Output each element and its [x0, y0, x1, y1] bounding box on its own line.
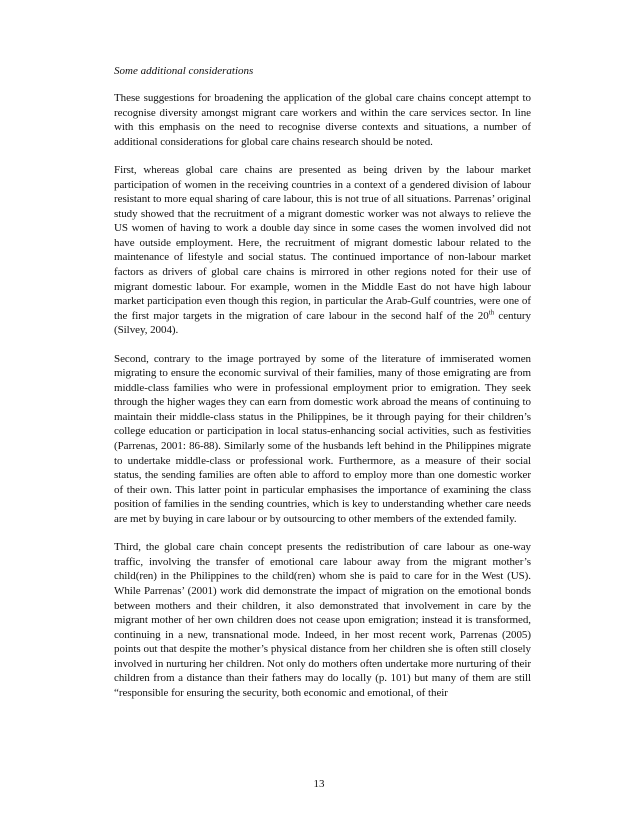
paragraph-first-tail: century (Silvey, 2004). [114, 309, 531, 337]
paragraph-third: Third, the global care chain concept presents the redistribution of care labour as one-way traffic, involving the transfer of emotional care labour away from the migrant mother’s child(ren) in the Philippines to the child(ren) whom she is paid to care for in the West (US). While Parrenas’ (2001) work did demonstrate the impact of migration on the emotional bonds between mothers and their children, it also demonstrated that involvement in care by the migrant mother of her own children does not cease upon emigration; instead it is transformed, continuing in a new, transnational mode. Indeed, in her most recent work, Parrenas (2005) points out that despite the mother’s physical distance from her children she is often still closely involved in nurturing her children. Not only do mothers often undertake more nurturing of their children from a distance than their fathers may do locally (p. 101) but many of them are still “responsible for ensuring the security, both economic and emotional, of their [114, 541, 531, 699]
paragraph-second: Second, contrary to the image portrayed by some of the literature of immiserated women migrating to ensure the economic survival of their families, many of those emigrating are from middle-class families who were in professional employment prior to emigration. They seek through the higher wages they can earn from domestic work abroad the means of continuing to maintain their middle-class status in the Philippines, be it through paying for their children’s college education or participation in local status-enhancing social activities, such as festivities (Parrenas, 2001: 86-88). Similarly some of the husbands left behind in the Philippines migrate to undertake middle-class or professional work. Furthermore, as a measure of their social status, the sending families are often able to afford to employ more than one domestic worker of their own. This latter point in particular emphasises the importance of examining the class position of families in the sending countries, which is key to understanding whether care needs are met by buying in care labour or by outsourcing to other members of the extended family. [114, 352, 531, 525]
section-heading: Some additional considerations [114, 65, 254, 77]
paragraph-first [114, 163, 531, 338]
document-page [114, 64, 531, 714]
paragraph-intro: These suggestions for broadening the application of the global care chains concept attempt to recognise diversity amongst migrant care workers and within the care services sector. In line with this emphasis on the need to recognise diverse contexts and situations, a number of additional considerations for global care chains research should be noted. [114, 92, 531, 148]
page-number: 13 [313, 778, 325, 790]
paragraph-first-text: First, whereas global care chains are presented as being driven by the labour market participation of women in the receiving countries in a context of a gendered division of labour resistant to more equal sharing of care labour, this is not true of all situations. Parrenas’ original study showed that the recruitment of a migrant domestic worker was not always to relieve the US women of having to work a double day since in some cases the women involved did not have outside employment. Here, the recruitment of migrant domestic labour related to the maintenance of lifestyle and social status. The continued importance of non-labour market factors as drivers of global care chains is mirrored in other regions noted for their use of migrant domestic labour. For example, women in the Middle East do not have high labour market participation even though this region, in particular the Arab-Gulf countries, were one of the first major targets in the migration of care labour in the second half of the 20 [114, 164, 531, 322]
superscript-th: th [488, 308, 495, 316]
